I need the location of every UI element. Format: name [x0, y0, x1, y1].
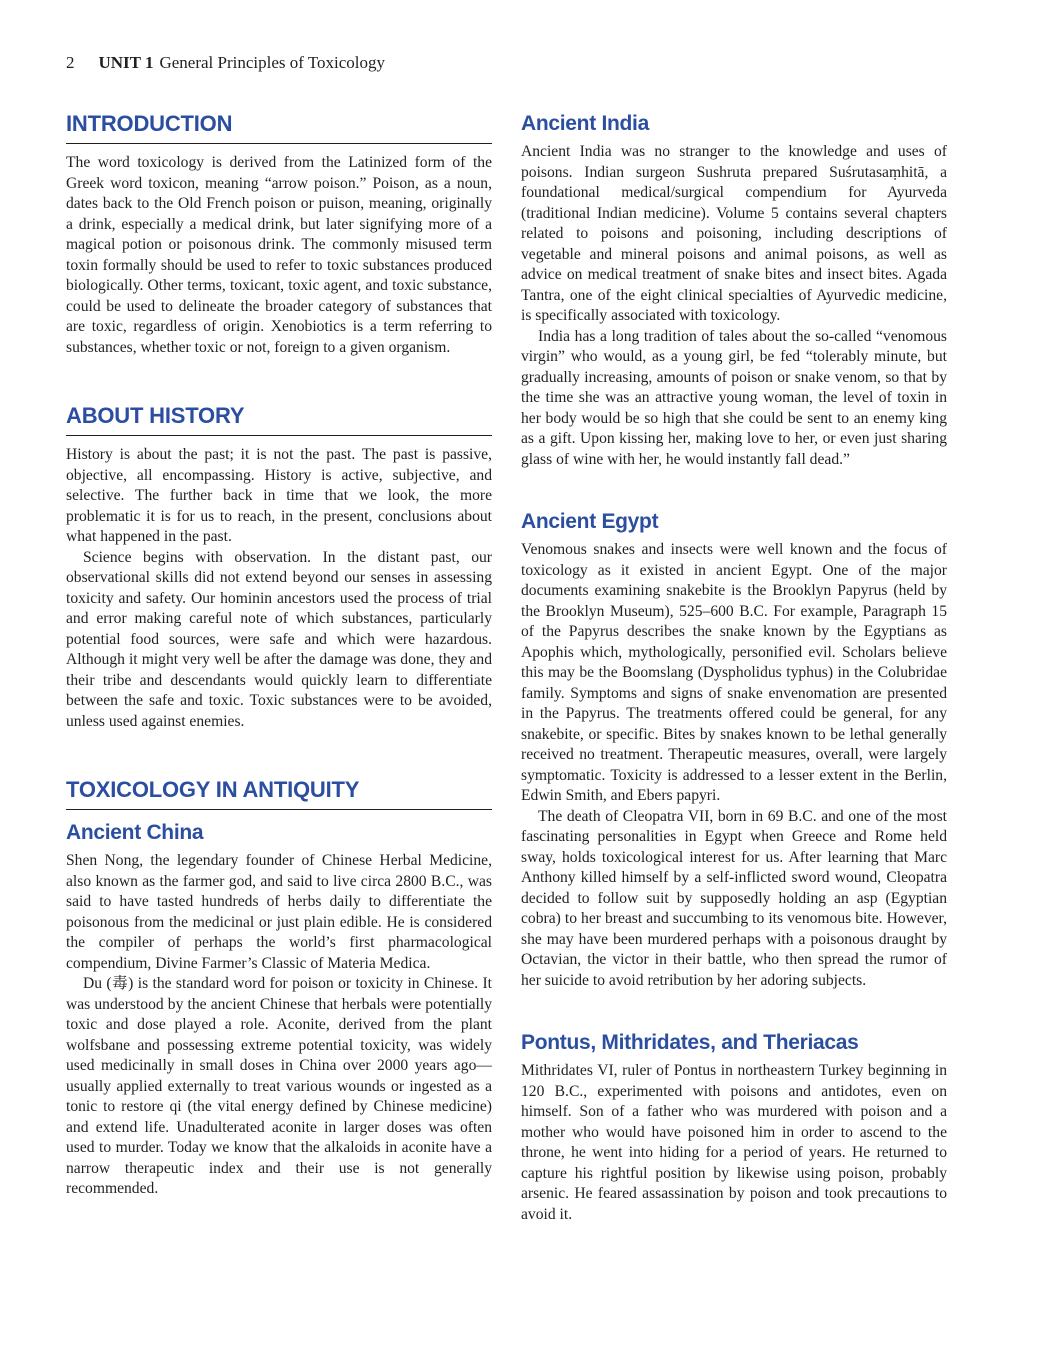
- ancient-egypt-paragraph-2: The death of Cleopatra VII, born in 69 B.C. and one of the most fascinating personalities in Egypt when Greece and Rome held sway, holds toxicological interest for us. After learning that Marc Anthony killed himself by a self-inflicted sword wound, Cleopatra decided to follow suit by supposedly holding an asp (Egyptian cobra) to her breast and succumbing to its venomous bite. However, she may have been murdered perhaps with a poisonous draught by Octavian, the victor in their battle, who then spread the rumor of her suicide to avoid retribution by her adoring subjects.: [521, 807, 947, 989]
- ancient-china-heading: Ancient China: [66, 821, 204, 844]
- introduction-paragraph: The word toxicology is derived from the Latinized form of the Greek word toxicon, meaning “arrow poison.” Poison, as a noun, dates back to the Old French poison or puison, meaning, originally a drink, especially a medical drink, but later signifying more of a magical potion or poisonous drink. The commonly misused term toxin formally should be used to refer to toxic substances produced biologically. Other terms, toxicant, toxic agent, and toxic substance, could be used to delineate the broader category of substances that are toxic, regardless of origin. Xenobiotics is a term referring to substances, whether toxic or not, foreign to a given organism.: [66, 154, 492, 356]
- ancient-china-paragraph-1: Shen Nong, the legendary founder of Chinese Herbal Medicine, also known as the farmer god, and said to live circa 2800 B.C., was said to have tasted hundreds of herbs daily to differentiate the poisonous from the medicinal or just plain edible. He is considered the compiler of perhaps the world’s first pharmacological compendium, Divine Farmer’s Classic of Materia Medica.: [66, 852, 492, 972]
- left-column: [66, 110, 492, 1200]
- unit-title: General Principles of Toxicology: [159, 53, 386, 72]
- ancient-india-heading: Ancient India: [521, 112, 649, 135]
- about-history-paragraph-2: Science begins with observation. In the distant past, our observational skills did not extend beyond our senses in assessing toxicity and safety. Our hominin ancestors used the process of trial and error making careful note of which substances, particularly potential food sources, were safe and which were hazardous. Although it might very well be after the damage was done, they and their tribe and descendants would quickly learn to differentiate between the safe and toxic. Toxic substances were to be avoided, unless used against enemies.: [66, 548, 492, 730]
- page-number: 2: [66, 53, 75, 72]
- introduction-heading: INTRODUCTION: [66, 110, 492, 144]
- unit-label: UNIT 1: [98, 53, 154, 72]
- right-column: [521, 110, 947, 1225]
- ancient-china-paragraph-2: Du (毒) is the standard word for poison or toxicity in Chinese. It was understood by the ancient Chinese that herbals were potentially toxic and dose played a role. Aconite, derived from the plant wolfsbane and possessing extreme potential toxicity, was widely used medicinally in small doses in China over 2000 years ago—usually applied externally to treat various wounds or ingested as a tonic to restore qi (the vital energy defined by Chinese medicine) and extend life. Unadulterated aconite in larger doses was often used to murder. Today we know that the alkaloids in aconite have a narrow therapeutic index and their use is not generally recommended.: [66, 975, 492, 1197]
- about-history-paragraph-1: History is about the past; it is not the past. The past is passive, objective, all encompassing. History is active, subjective, and selective. The further back in time that we look, the more problematic it is for us to reach, in the present, conclusions about what happened in the past.: [66, 446, 492, 545]
- running-head: [66, 53, 385, 73]
- about-history-heading: ABOUT HISTORY: [66, 402, 492, 436]
- ancient-egypt-heading: Ancient Egypt: [521, 510, 659, 533]
- pontus-heading: Pontus, Mithridates, and Theriacas: [521, 1031, 859, 1054]
- ancient-egypt-paragraph-1: Venomous snakes and insects were well known and the focus of toxicology as it existed in ancient Egypt. One of the major documents examining snakebite is the Brooklyn Papyrus (held by the Brooklyn Museum), 525–600 B.C. For example, Paragraph 15 of the Papyrus describes the snake known by the Egyptians as Apophis which, mythologically, personified evil. Scholars believe this may be the Boomslang (Dyspholidus typhus) in the Colubridae family. Symptoms and signs of snake envenomation are presented in the Papyrus. The treatments offered could be general, for any snakebite, or specific. Bites by snakes known to be lethal generally received no treatment. Therapeutic measures, overall, were largely symptomatic. Toxicity is addressed to a lesser extent in the Berlin, Edwin Smith, and Ebers papyri.: [521, 541, 947, 804]
- antiquity-heading: TOXICOLOGY IN ANTIQUITY: [66, 776, 492, 810]
- ancient-india-paragraph-2: India has a long tradition of tales about the so-called “venomous virgin” who would, as a young girl, be fed “tolerably minute, but gradually increasing, amounts of poison or snake venom, so that by the time she was an attractive young woman, the level of toxin in her body would be so high that she could be sent to an enemy king as a gift. Upon kissing her, making love to her, or even just sharing glass of wine with her, he would instantly fall dead.”: [521, 327, 947, 468]
- ancient-india-paragraph-1: Ancient India was no stranger to the knowledge and uses of poisons. Indian surgeon Sushruta prepared Suśrutasaṃhitā, a foundational medical/surgical compendium for Ayurveda (traditional Indian medicine). Volume 5 contains several chapters related to poisons and poisoning, including descriptions of vegetable and mineral poisons and animal poisons, as well as advice on medical treatment of snake bites and insect bites. Agada Tantra, one of the eight clinical specialties of Ayurvedic medicine, is specifically associated with toxicology.: [521, 143, 947, 324]
- pontus-paragraph: Mithridates VI, ruler of Pontus in northeastern Turkey beginning in 120 B.C., experimented with poisons and antidotes, even on himself. Son of a father who was murdered with poison and a mother who would have poisoned him in order to ascend to the throne, he went into hiding for a period of years. He returned to capture his rightful position by likewise using poison, probably arsenic. He feared assassination by poison and took precautions to avoid it.: [521, 1062, 947, 1223]
